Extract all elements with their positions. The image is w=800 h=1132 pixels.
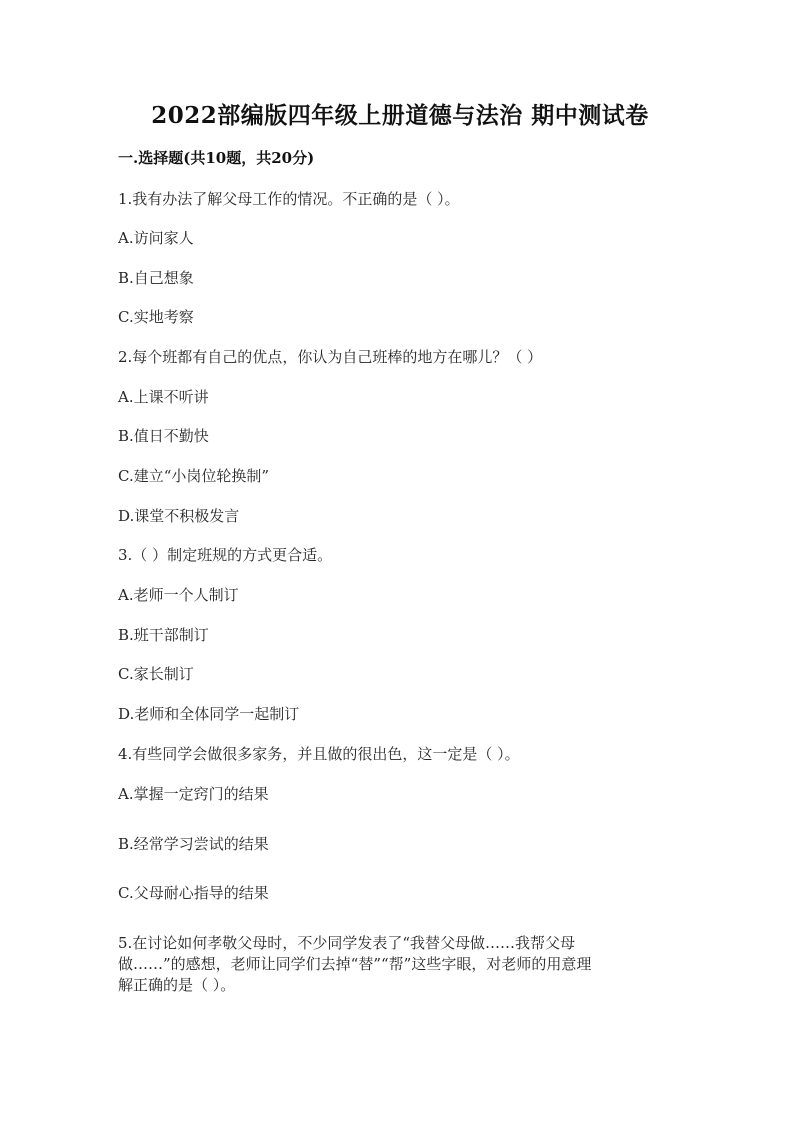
question-2-stem: 2.每个班都有自己的优点，你认为自己班棒的地方在哪儿？（ ） — [118, 348, 543, 366]
question-5-stem-line-3: 解正确的是（ ）。 — [118, 976, 236, 994]
page-title: 2022部编版四年级上册道德与法治 期中测试卷 — [151, 102, 649, 129]
question-3-option-c: C.家长制订 — [118, 665, 194, 683]
question-4-stem: 4.有些同学会做很多家务，并且做的很出色，这一定是（ ）。 — [118, 745, 520, 763]
question-1-option-c: C.实地考察 — [118, 308, 194, 326]
question-4-option-c: C.父母耐心指导的结果 — [118, 884, 269, 902]
section-heading: 一.选择题(共10题，共20分) — [118, 149, 315, 167]
question-3-option-d: D.老师和全体同学一起制订 — [118, 705, 300, 723]
question-3-option-a: A.老师一个人制订 — [118, 586, 239, 604]
question-4-option-a: A.掌握一定窍门的结果 — [118, 785, 269, 803]
question-1-option-a: A.访问家人 — [118, 229, 194, 247]
question-2-option-b: B.值日不勤快 — [118, 427, 209, 445]
question-1-stem: 1.我有办法了解父母工作的情况。不正确的是（ ）。 — [118, 190, 460, 208]
question-5-stem — [118, 933, 708, 996]
question-2-option-c: C.建立“小岗位轮换制” — [118, 467, 270, 485]
question-5-stem-line-1: 5.在讨论如何孝敬父母时，不少同学发表了“我替父母做……我帮父母 — [118, 934, 575, 952]
question-3-stem: 3.（ ）制定班规的方式更合适。 — [118, 546, 333, 564]
question-3-option-b: B.班干部制订 — [118, 626, 209, 644]
question-4-option-b: B.经常学习尝试的结果 — [118, 835, 269, 853]
question-1-option-b: B.自己想象 — [118, 269, 194, 287]
question-2-option-a: A.上课不听讲 — [118, 388, 209, 406]
question-5-stem-line-2: 做……”的感想，老师让同学们去掉“替”“帮”这些字眼，对老师的用意理 — [118, 955, 592, 973]
question-2-option-d: D.课堂不积极发言 — [118, 507, 240, 525]
